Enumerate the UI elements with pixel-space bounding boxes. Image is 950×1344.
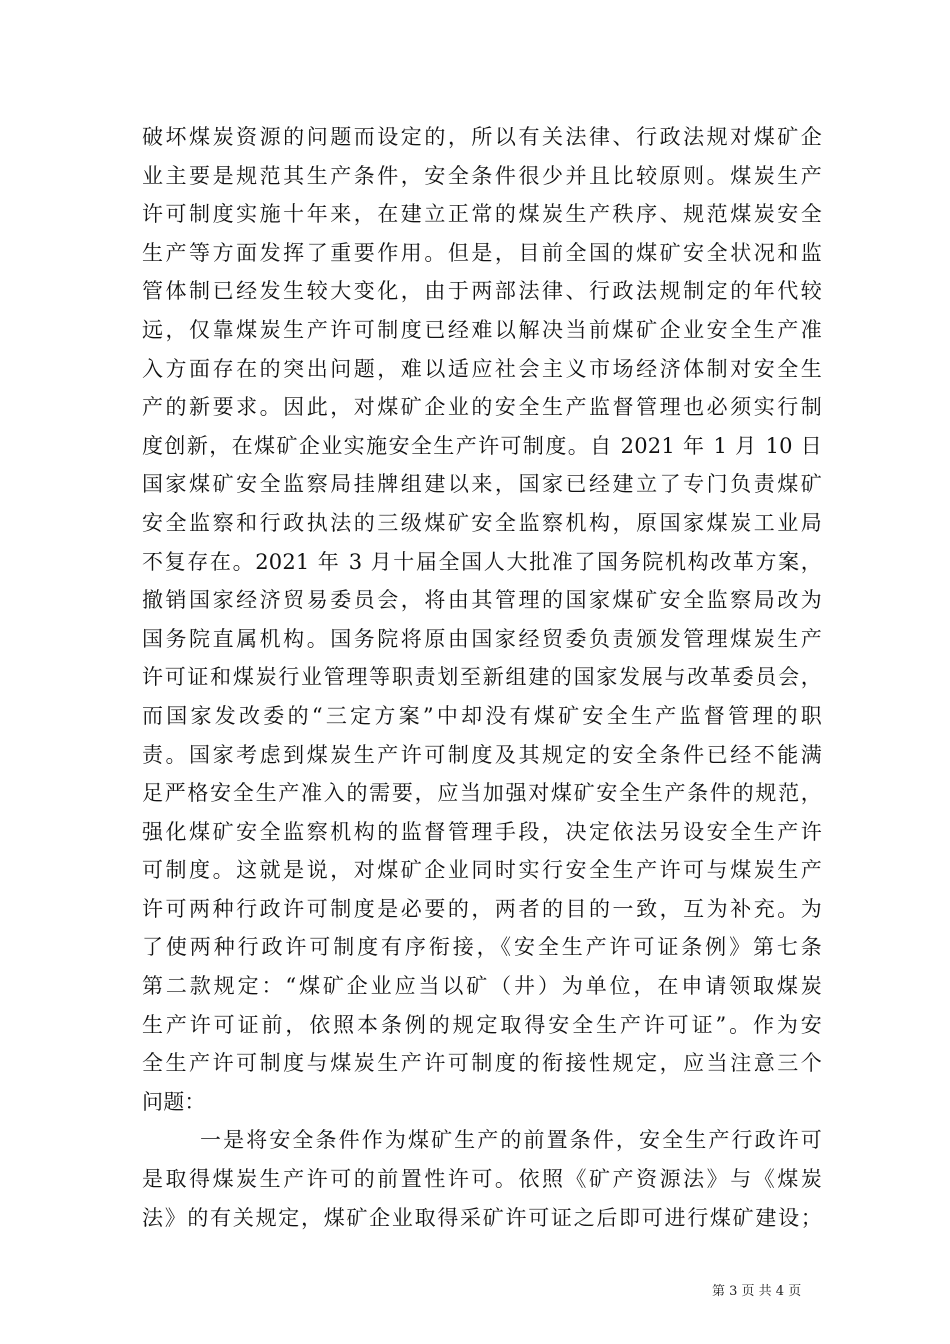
paragraph-1 (142, 118, 822, 1121)
text-line: 国家煤矿安全监察局挂牌组建以来，国家已经建立了专门负责煤矿 (142, 472, 822, 497)
text-line: 第二款规定：“煤矿企业应当以矿（井）为单位，在申请领取煤炭 (142, 974, 822, 999)
text-line: 业主要是规范其生产条件，安全条件很少并且比较原则。煤炭生产 (142, 163, 822, 188)
text-line: 撤销国家经济贸易委员会，将由其管理的国家煤矿安全监察局改为 (142, 588, 822, 613)
text-line: 许可两种行政许可制度是必要的，两者的目的一致，互为补充。为 (142, 896, 822, 921)
text-line: 入方面存在的突出问题，难以适应社会主义市场经济体制对安全生 (142, 356, 822, 381)
text-line: 了使两种行政许可制度有序衔接，《安全生产许可证条例》第七条 (142, 935, 822, 960)
text-line: 不复存在。2021 年 3 月十届全国人大批准了国务院机构改革方案， (142, 549, 822, 574)
text-line: 许可制度实施十年来，在建立正常的煤炭生产秩序、规范煤炭安全 (142, 202, 822, 227)
text-line: 生产等方面发挥了重要作用。但是，目前全国的煤矿安全状况和监 (142, 240, 822, 265)
text-line: 度创新，在煤矿企业实施安全生产许可制度。自 2021 年 1 月 10 日 (142, 433, 822, 458)
document-body (142, 118, 822, 1237)
text-line: 国务院直属机构。国务院将原由国家经贸委负责颁发管理煤炭生产 (142, 626, 822, 651)
text-line: 全生产许可制度与煤炭生产许可制度的衔接性规定，应当注意三个 (142, 1051, 822, 1076)
page-number-footer: 第 3 页 共 4 页 (712, 1284, 802, 1299)
text-line: 生产许可证前，依照本条例的规定取得安全生产许可证”。作为安 (142, 1012, 822, 1037)
text-line: 产的新要求。因此，对煤矿企业的安全生产监督管理也必须实行制 (142, 395, 822, 420)
text-line: 足严格安全生产准入的需要，应当加强对煤矿安全生产条件的规范， (142, 781, 822, 806)
text-line: 许可证和煤炭行业管理等职责划至新组建的国家发展与改革委员会， (142, 665, 822, 690)
text-line: 可制度。这就是说，对煤矿企业同时实行安全生产许可与煤炭生产 (142, 858, 822, 883)
text-line: 而国家发改委的“三定方案”中却没有煤矿安全生产监督管理的职 (142, 703, 822, 728)
text-line: 管体制已经发生较大变化，由于两部法律、行政法规制定的年代较 (142, 279, 822, 304)
text-line: 一是将安全条件作为煤矿生产的前置条件，安全生产行政许可 (200, 1128, 822, 1153)
text-line: 问题： (142, 1089, 206, 1114)
text-line: 破坏煤炭资源的问题而设定的，所以有关法律、行政法规对煤矿企 (142, 125, 822, 149)
text-line: 远，仅靠煤炭生产许可制度已经难以解决当前煤矿企业安全生产准 (142, 317, 822, 342)
text-line: 强化煤矿安全监察机构的监督管理手段，决定依法另设安全生产许 (142, 819, 822, 844)
paragraph-2 (142, 1121, 822, 1237)
text-line: 安全监察和行政执法的三级煤矿安全监察机构，原国家煤炭工业局 (142, 510, 822, 535)
text-line: 是取得煤炭生产许可的前置性许可。依照《矿产资源法》与《煤炭 (142, 1167, 822, 1192)
text-line: 法》的有关规定，煤矿企业取得采矿许可证之后即可进行煤矿建设； (142, 1205, 822, 1230)
text-line: 责。国家考虑到煤炭生产许可制度及其规定的安全条件已经不能满 (142, 742, 822, 767)
